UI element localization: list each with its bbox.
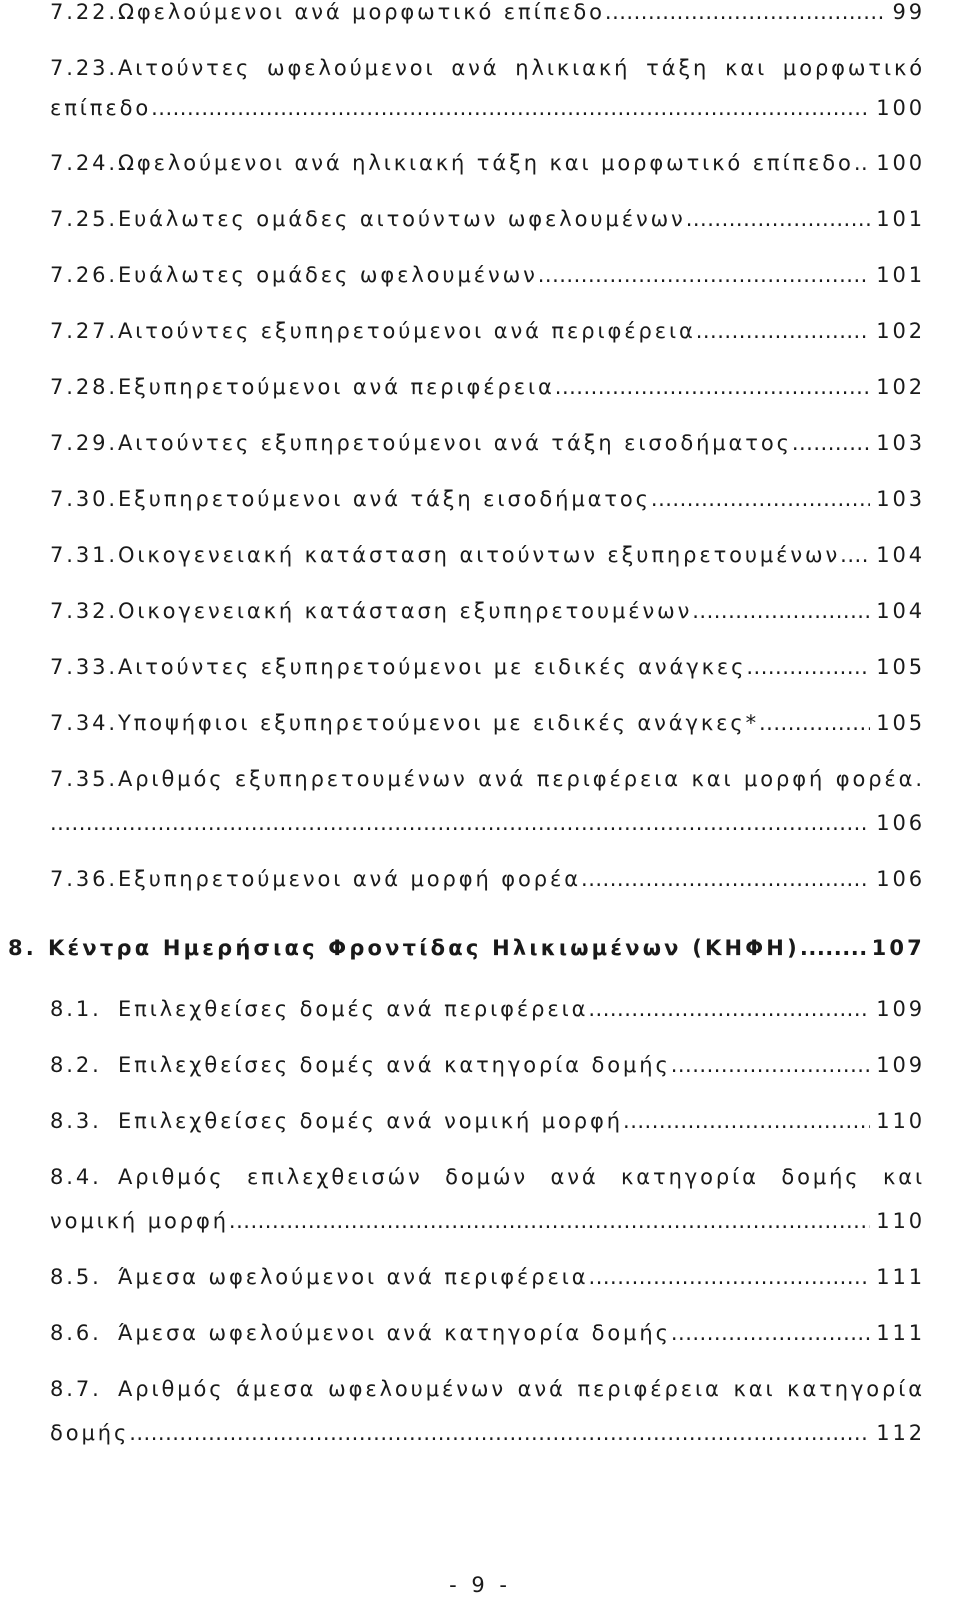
entry-number: 7.26. [50,263,118,287]
entry-page: 99 [892,0,925,24]
entry-number: 7.30. [50,487,118,511]
entry-page: 103 [876,487,925,511]
entry-page: 112 [876,1421,925,1445]
entry-page: 100 [876,151,925,175]
entry-page: 106 [876,867,925,891]
toc-entry [50,861,925,897]
entry-page: 101 [876,263,925,287]
entry-title: Επιλεχθείσες δομές ανά περιφέρεια [118,997,589,1021]
entry-title: Αριθμός άμεσα ωφελουμένων ανά περιφέρεια και κατηγορία [118,1377,925,1401]
dot-leader [792,425,870,461]
dot-leader [129,1415,870,1451]
entry-number: 7.24. [50,151,118,175]
dot-leader [671,1315,870,1351]
entry-page: 104 [876,543,925,567]
dot-leader [692,593,870,629]
entry-page: 105 [876,655,925,679]
entry-title: Αιτούντες εξυπηρετούμενοι ανά περιφέρεια [117,319,696,343]
entry-title: Ωφελούμενοι ανά μορφωτικό επίπεδο [117,0,605,24]
entry-page: 109 [876,997,925,1021]
toc-entry [50,537,925,573]
dot-leader [746,649,870,685]
entry-title: Αριθμός εξυπηρετουμένων ανά περιφέρεια και μορφή φορέα. [117,767,925,791]
entry-number: 7.27. [50,319,118,343]
dot-leader [759,705,870,741]
dot-leader [671,1047,871,1083]
toc-entry [50,1103,925,1139]
entry-number: 7.31. [50,543,118,567]
entry-page: 110 [876,1209,925,1233]
toc-entry [50,145,925,181]
page-number: - 9 - [449,1573,511,1597]
entry-page: 104 [876,599,925,623]
toc-entry [50,705,925,741]
dot-leader [686,201,871,237]
entry-number: 8.7. [50,1377,102,1401]
dot-leader [800,930,866,966]
entry-title: Ευάλωτες ομάδες αιτούντων ωφελουμένων [117,207,686,231]
toc-entry [50,649,925,685]
entry-title: Επιλεχθείσες δομές ανά νομική μορφή [118,1109,624,1133]
dot-leader [588,991,870,1027]
entry-title: Εξυπηρετούμενοι ανά περιφέρεια [117,375,555,399]
toc-entry-continuation [50,805,925,841]
entry-title: Αιτούντες εξυπηρετούμενοι με ειδικές ανάγκες [117,655,747,679]
entry-title-continued: δομής [50,1421,130,1445]
entry-page: 110 [876,1109,925,1133]
entry-number: 7.22. [50,0,118,24]
entry-page: 111 [876,1265,925,1289]
toc-entry [50,201,925,237]
toc-entry [50,593,925,629]
entry-title: Επιλεχθείσες δομές ανά κατηγορία δομής [118,1053,671,1077]
entry-number: 7.25. [50,207,118,231]
entry-number: 8.3. [50,1109,102,1133]
entry-page: 102 [876,375,925,399]
toc-section-heading [8,930,925,966]
dot-leader [840,537,870,573]
dot-leader [623,1103,870,1139]
entry-page: 100 [876,96,925,120]
entry-title: Οικογενειακή κατάσταση εξυπηρετουμένων [117,599,693,623]
entry-title: Οικογενειακή κατάσταση αιτούντων εξυπηρετουμένων [117,543,841,567]
entry-title: Άμεσα ωφελούμενοι ανά περιφέρεια [118,1265,589,1289]
entry-page: 111 [876,1321,925,1345]
toc-entry-continuation [50,1203,925,1239]
entry-title: Αιτούντες εξυπηρετούμενοι ανά τάξη εισοδήματος [117,431,792,455]
entry-number: 7.33. [50,655,118,679]
dot-leader [589,1259,871,1295]
toc-entry [50,369,925,405]
toc-entry [50,991,925,1027]
dot-leader [605,0,887,30]
dot-leader [696,313,871,349]
entry-number: 7.23. [50,56,118,80]
dot-leader [854,145,870,181]
toc-entry [50,313,925,349]
toc-entry [50,1047,925,1083]
entry-number: 7.35. [50,767,118,791]
entry-title: Εξυπηρετούμενοι ανά τάξη εισοδήματος [117,487,651,511]
section-title: Κέντρα Ημερήσιας Φροντίδας Ηλικιωμένων (ΚΗΦΗ) [48,936,800,960]
entry-title: Αριθμός επιλεχθεισών δομών ανά κατηγορία δομής και [118,1165,925,1189]
entry-page: 106 [876,811,925,835]
toc-entry [50,425,925,461]
toc-entry [50,1259,925,1295]
entry-title-continued: νομική μορφή [50,1209,229,1233]
dot-leader [555,369,870,405]
toc-entry [50,1371,925,1407]
toc-entry [50,1159,925,1195]
dot-leader [538,257,870,293]
entry-number: 7.34. [50,711,118,735]
toc-entry [50,481,925,517]
toc-entry [50,0,925,30]
toc-entry [50,761,925,797]
entry-title: Υποψήφιοι εξυπηρετούμενοι με ειδικές ανάγκες* [117,711,759,735]
entry-number: 8.6. [50,1321,102,1345]
entry-page: 109 [876,1053,925,1077]
section-number: 8. [8,936,37,960]
entry-title: Άμεσα ωφελούμενοι ανά κατηγορία δομής [118,1321,671,1345]
entry-title: Αιτούντες ωφελούμενοι ανά ηλικιακή τάξη και μορφωτικό [117,56,925,80]
dot-leader [50,805,870,841]
dot-leader [229,1203,870,1239]
entry-title: Ευάλωτες ομάδες ωφελουμένων [117,263,538,287]
entry-page: 103 [876,431,925,455]
toc-entry [50,1315,925,1351]
entry-number: 7.28. [50,375,118,399]
toc-entry [50,257,925,293]
dot-leader [151,90,870,126]
entry-number: 8.2. [50,1053,102,1077]
entry-number: 8.4. [50,1165,102,1189]
entry-page: 102 [876,319,925,343]
entry-number: 7.32. [50,599,118,623]
entry-title: Ωφελούμενοι ανά ηλικιακή τάξη και μορφωτικό επίπεδο [117,151,854,175]
section-page: 107 [871,936,925,960]
toc-entry-continuation [50,1415,925,1451]
entry-page: 101 [876,207,925,231]
dot-leader [581,861,870,897]
entry-title-continued: επίπεδο [50,96,152,120]
entry-number: 8.1. [50,997,102,1021]
entry-page: 105 [876,711,925,735]
toc-entry-continuation [50,90,925,126]
entry-number: 7.29. [50,431,118,455]
entry-title: Εξυπηρετούμενοι ανά μορφή φορέα [117,867,582,891]
dot-leader [651,481,870,517]
toc-entry [50,50,925,86]
entry-number: 7.36. [50,867,118,891]
entry-number: 8.5. [50,1265,102,1289]
